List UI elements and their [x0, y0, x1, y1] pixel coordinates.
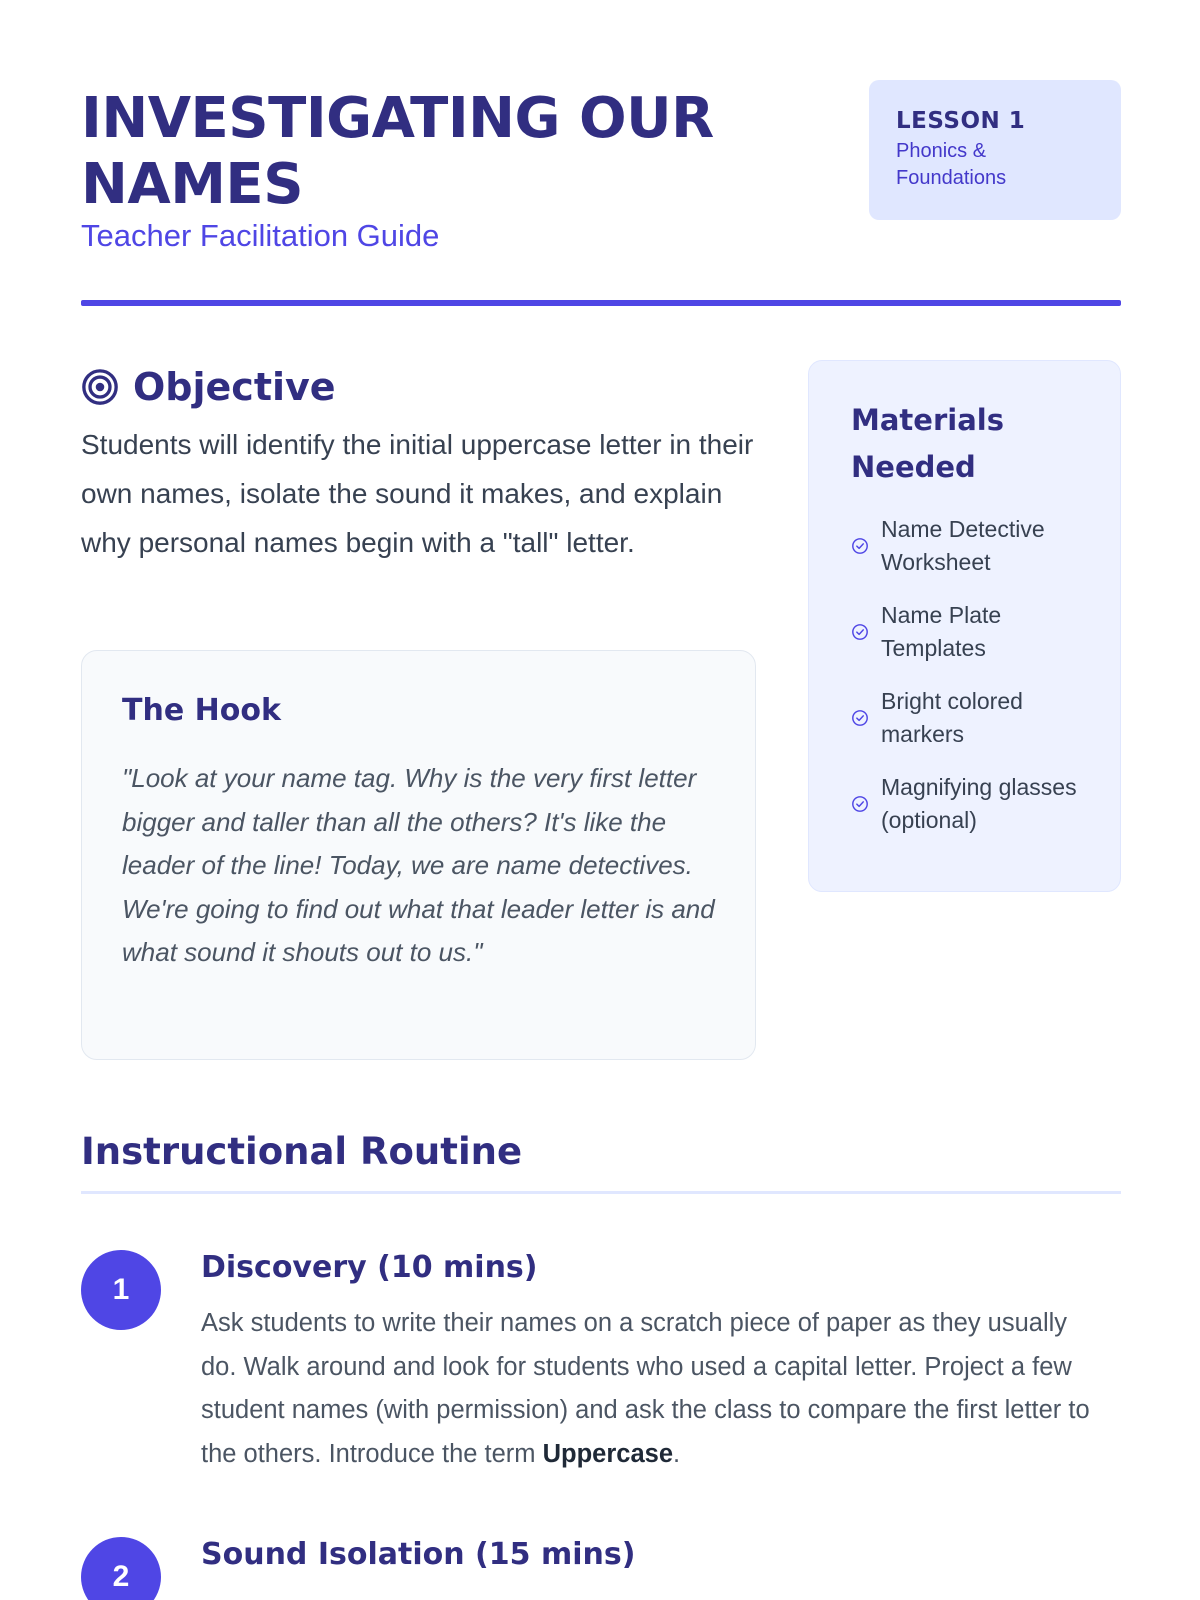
- material-label: Name Detective Worksheet: [881, 516, 1045, 575]
- list-item: [851, 771, 1080, 837]
- page-header: [81, 80, 1121, 306]
- material-label: Magnifying glasses (optional): [881, 774, 1077, 833]
- step-text-end: .: [673, 1439, 681, 1468]
- hook-card: [81, 650, 756, 1060]
- materials-panel: [808, 360, 1121, 892]
- routine-title: Instructional Routine: [81, 1130, 523, 1173]
- lesson-badge: [869, 80, 1121, 220]
- material-label: Name Plate Templates: [881, 602, 1002, 661]
- routine-divider: [81, 1191, 1121, 1194]
- list-item: [851, 599, 1080, 665]
- list-item: [851, 513, 1080, 579]
- materials-title: Materials Needed: [851, 403, 1004, 484]
- hook-title: The Hook: [122, 693, 281, 728]
- page-title: INVESTIGATING OUR NAMES: [81, 86, 714, 217]
- lesson-number: LESSON 1: [896, 108, 1026, 134]
- list-item: [851, 685, 1080, 751]
- step-text-main: Ask students to write their names on a scratch piece of paper as they usually do. Walk around and look for students who used a capital letter. Project a few student names (with permission) and ask the class to compare the first letter to the others. Introduce the term: [201, 1309, 1090, 1468]
- target-icon: [81, 368, 119, 406]
- step-key-term: Uppercase: [542, 1439, 674, 1468]
- lesson-topic: Phonics & Foundations: [896, 140, 1007, 189]
- hook-quote: "Look at your name tag. Why is the very first letter bigger and taller than all the others? It's like the leader of the line! Today, we are name detectives. We're going to find out what that leader letter is and what sound it shouts out to us.": [122, 763, 715, 967]
- step-number-badge: 2: [81, 1537, 161, 1600]
- objective-section: [81, 362, 761, 567]
- step-number-badge: 1: [81, 1250, 161, 1330]
- check-circle-icon: [851, 623, 869, 641]
- objective-heading: [81, 362, 761, 412]
- step-body: [201, 1537, 1106, 1577]
- step-text: [201, 1302, 1106, 1476]
- check-circle-icon: [851, 537, 869, 555]
- header-divider: [81, 300, 1121, 306]
- lesson-guide-page: [81, 0, 1121, 1600]
- objective-text: Students will identify the initial uppercase letter in their own names, isolate the sound it makes, and explain why personal names begin with a "tall" letter.: [81, 429, 754, 558]
- objective-title: Objective: [133, 365, 336, 409]
- check-circle-icon: [851, 795, 869, 813]
- check-circle-icon: [851, 709, 869, 727]
- step-title: Discovery (10 mins): [201, 1250, 538, 1285]
- page-subtitle: Teacher Facilitation Guide: [81, 218, 440, 253]
- step-body: [201, 1250, 1106, 1476]
- step-title: Sound Isolation (15 mins): [201, 1537, 636, 1572]
- materials-list: [851, 513, 1080, 837]
- material-label: Bright colored markers: [881, 688, 1023, 747]
